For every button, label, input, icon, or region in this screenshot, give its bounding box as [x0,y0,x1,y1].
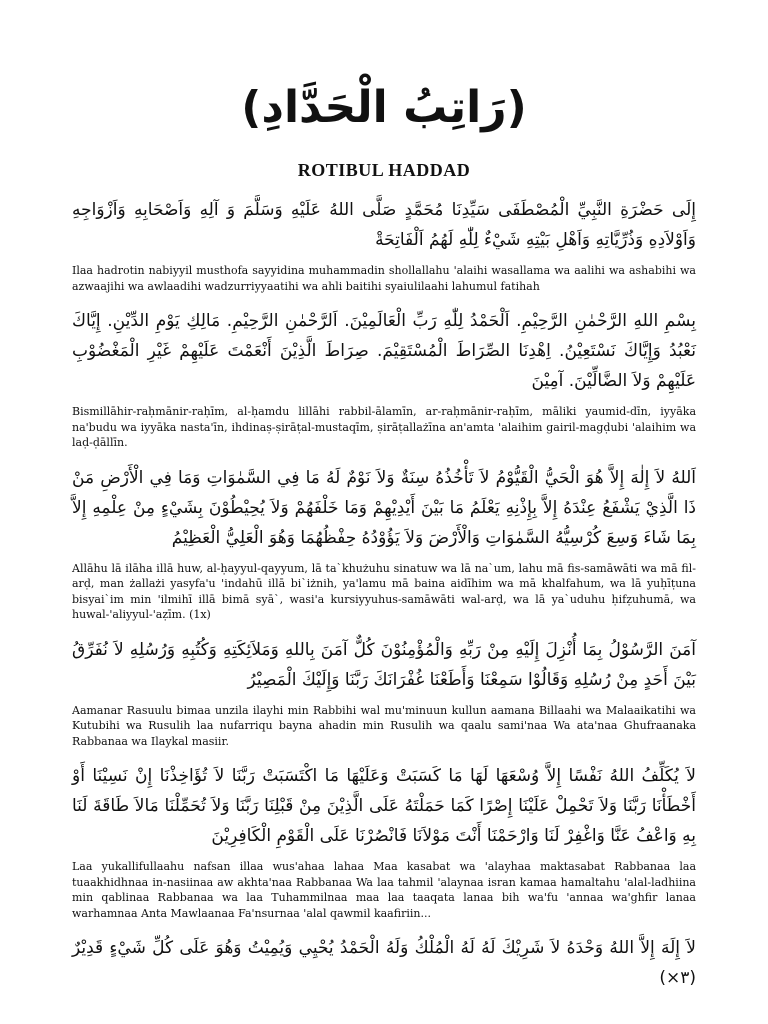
arabic-title: (رَاتِبُ الْحَدَّادِ) [241,82,527,133]
latin-title: ROTIBUL HADDAD [297,160,471,180]
transliteration-fatihah: Bismillāhir-raḥmānir-raḥīm, al-ḥamdu lillāhi rabbil-ālamīn, ar-raḥmānir-raḥīm, māliki yaumid-dīn, iyyāka na'budu wa iyyāka nasta'īn, ihdinaṣ-ṣirāṭal-mustaqīm, ṣirāṭallażīna an'amta 'alaihim gairil-magḍubi 'alaihim wa laḍ-ḍāllīn. [72,405,696,449]
arabic-text-la-yukallifu: لاَ يُكَلِّفُ اللهُ نَفْسًا إِلاَّ وُسْعَهَا لَهَا مَا كَسَبَتْ وَعَلَيْهَا مَا اكْتَسَبَتْ رَبَّنَا لاَ تُؤَاخِذْنَا إِنْ نَسِيْنَا أَوْ أَخْطَأْنَا رَبَّنَا وَلاَ تَحْمِلْ عَلَيْنَا إِصْرًا كَمَا حَمَلْتَهُ عَلَى الَّذِيْنَ مِنْ قَبْلِنَا رَبَّنَا وَلاَ تُحَمِّلْنَا مَالاَ طَاقَةَ لَنَا بِهِ وَاعْفُ عَنَّا وَاغْفِرْ لَنَا وَارْحَمْنَا أَنْتَ مَوْلاَنَا فَانْصُرْنَا عَلَى الْقَوْمِ الْكَافِرِيْنَ [72,766,696,846]
transliteration-la-yukallifu: Laa yukallifullaahu nafsan illaa wus'ahaa lahaa Maa kasabat wa 'alayhaa maktasabat Rabbanaa laa tuaakhidhnaa in-nasiinaa aw akhta'naa Rabbanaa Wa laa tahmil 'alaynaa isran kamaa hamaltahu 'alal-ladhiina min qablinaa Rabbanaa wa laa Tuhammilnaa maa laa taaqata lanaa bih wa'fu 'annaa wa'ghfir lanaa warhamnaa Anta Mawlaanaa Fa'nsurnaa 'alal qawmil kaafiriin... [72,860,696,920]
arabic-text-fatihah: بِسْمِ اللهِ الرَّحْمٰنِ الرَّحِيْمِ. اَلْحَمْدُ لِلّٰهِ رَبِّ الْعَالَمِيْنَ. اَلرَّحْمٰنِ الرَّحِيْمِ. مَالِكِ يَوْمِ الدِّيْنِ. إِيَّاكَ نَعْبُدُ وَإِيَّاكَ نَسْتَعِيْنُ. اِهْدِنَا الصِّرَاطَ الْمُسْتَقِيْمَ. صِرَاطَ الَّذِيْنَ أَنْعَمْتَ عَلَيْهِمْ غَيْرِ الْمَغْضُوْبِ عَلَيْهِمْ وَلاَ الضَّالِّيْنَ. آمِيْنَ [72,311,696,391]
arabic-text-ayat-kursi: اَللهُ لاَ إِلٰهَ إِلاَّ هُوَ الْحَيُّ الْقَيُّوْمُ لاَ تَأْخُذُهُ سِنَةٌ وَلاَ نَوْمٌ لَهُ مَا فِي السَّمٰوَاتِ وَمَا فِي الْأَرْضِ مَنْ ذَا الَّذِيْ يَشْفَعُ عِنْدَهُ إِلاَّ بِإِذْنِهِ يَعْلَمُ مَا بَيْنَ أَيْدِيْهِمْ وَمَا خَلْفَهُمْ وَلاَ يُحِيْطُوْنَ بِشَيْءٍ مِنْ عِلْمِهِ إِلاَّ بِمَا شَاءَ وَسِعَ كُرْسِيُّهُ السَّمٰوَاتِ وَالْأَرْضَ وَلاَ يَؤُوْدُهُ حِفْظُهُمَا وَهُوَ الْعَلِيُّ الْعَظِيْمُ [72,467,696,548]
arabic-text-dedication: إِلَى حَضْرَةِ النَّبِيِّ الْمُصْطَفَى سَيِّدِنَا مُحَمَّدٍ صَلَّى اللهُ عَلَيْهِ وَسَلَّمَ وَ آلِهِ وَاَصْحَابِهِ وَاَزْوَاجِهِ وَاَوْلاَدِهِ وَذُرِّيَّاتِهِ وَاَهْلِ بَيْتِهِ شَيْءٌ لِلّٰهِ لَهُمُ اَلْفَاتِحَةْ [72,200,696,250]
transliteration-dedication: Ilaa hadrotin nabiyyil musthofa sayyidina muhammadin shollallahu 'alaihi wasallama wa aalihi wa ashabihi wa azwaajihi wa awlaadihi wadzurriyyaatihi wa ahli baitihi syaiulilaahi lahumul fatihah [72,264,696,293]
arabic-text-tahlil: لاَ إِلَهَ إِلاَّ اللهُ وَحْدَهُ لاَ شَرِيْكَ لَهُ لَهُ الْمُلْكُ وَلَهُ الْحَمْدُ يُحْيِي وَيُمِيْتُ وَهُوَ عَلَى كُلِّ شَيْءٍ قَدِيْرٌ (٣×) [72,938,696,988]
transliteration-amanar-rasul: Aamanar Rasuulu bimaa unzila ilayhi min Rabbihi wal mu'minuun kullun aamana Billaahi wa Malaaikatihi wa Kutubihi wa Rusulih laa nufarriqu bayna ahadin min Rusulih wa qaalu sami'naa Wa ata'naa Ghufraanaka Rabbanaa wa Ilaykal masiir. [72,703,696,748]
transliteration-ayat-kursi: Allāhu lā ilāha illā huw, al-ḥayyul-qayyum, lā ta`khużuhu sinatuw wa lā na`um, lahu mā fis-samāwāti wa mā fil-arḍ, man żallażi yasyfa'u 'indahū illā bi`iżnih, ya'lamu mā baina aidīhim wa mā khalfahum, wa lā yuḥīṭuna bisyai`im min 'ilmihī illā bimā syā`, wasi'a kursiyyuhus-samāwāti wal-arḍ, wa lā ya`uduhu ḥifẓuhumā, wa huwal-'aliyyul-'aẓīm. (1x) [72,561,696,621]
arabic-text-amanar-rasul: آمَنَ الرَّسُوْلُ بِمَا أُنْزِلَ إِلَيْهِ مِنْ رَبِّهِ وَالْمُؤْمِنُوْنَ كُلٌّ آمَنَ بِاللهِ وَمَلاَئِكَتِهِ وَكُتُبِهِ وَرُسُلِهِ لاَ نُفَرِّقُ بَيْنَ أَحَدٍ مِنْ رُسُلِهِ وَقَالُوْا سَمِعْنَا وَأَطَعْنَا غُفْرَانَكَ رَبَّنَا وَإِلَيْكَ الْمَصِيْرُ [72,639,696,690]
